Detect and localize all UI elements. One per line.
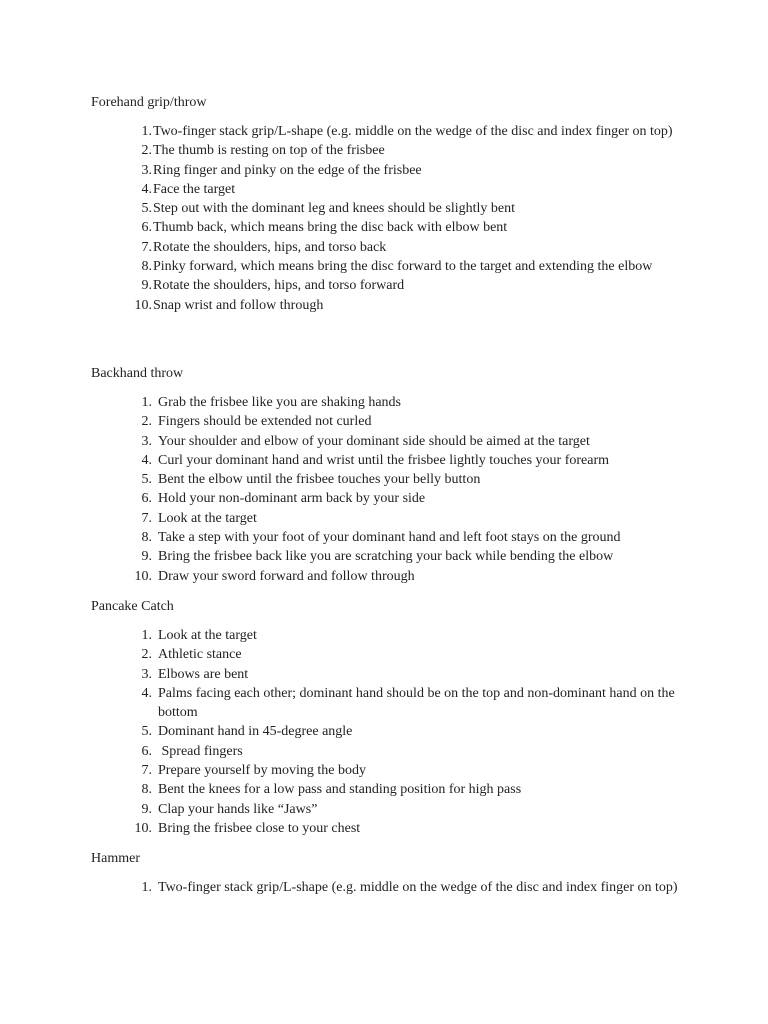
list-item: 3. Elbows are bent bbox=[141, 666, 249, 682]
list-item: 5. Bent the elbow until the frisbee touches your belly button bbox=[141, 472, 481, 488]
list-item: 7. Look at the target bbox=[141, 510, 257, 526]
list-item: 2. Athletic stance bbox=[141, 647, 242, 663]
list-item: 1. Grab the frisbee like you are shaking hands bbox=[141, 395, 401, 410]
list-item: 5. Step out with the dominant leg and knees should be slightly bent bbox=[141, 201, 516, 217]
list-item: 1. Look at the target bbox=[141, 628, 257, 643]
list-item: 3. Ring finger and pinky on the edge of the frisbee bbox=[141, 162, 422, 178]
list-item: 4. Face the target bbox=[141, 181, 236, 197]
list-item: 5. Dominant hand in 45-degree angle bbox=[141, 724, 353, 740]
list-item: 9. Clap your hands like “Jaws” bbox=[141, 801, 318, 817]
section-heading-forehand: Forehand grip/throw bbox=[91, 95, 207, 110]
list-item: 7. Prepare yourself by moving the body bbox=[141, 763, 367, 779]
list-item: 4. Palms facing each other; dominant hand should be on the top and non-dominant hand on the bottom bbox=[141, 685, 675, 721]
section-heading-backhand: Backhand throw bbox=[91, 366, 184, 381]
hammer-steps-list bbox=[122, 878, 682, 897]
list-item: 6. Hold your non-dominant arm back by your side bbox=[141, 491, 426, 507]
list-item: 6. Thumb back, which means bring the disc back with elbow bent bbox=[141, 220, 508, 236]
list-item: 4. Curl your dominant hand and wrist until the frisbee lightly touches your forearm bbox=[141, 452, 610, 468]
list-item: 9. Rotate the shoulders, hips, and torso forward bbox=[141, 278, 405, 294]
list-item: 6. Spread fingers bbox=[141, 743, 243, 759]
list-item: 2. Fingers should be extended not curled bbox=[141, 414, 372, 430]
list-item: 9. Bring the frisbee back like you are scratching your back while bending the elbow bbox=[141, 549, 614, 565]
section-heading-hammer: Hammer bbox=[91, 851, 140, 866]
list-item: 8. Take a step with your foot of your dominant hand and left foot stays on the ground bbox=[141, 530, 621, 546]
list-item: 2. The thumb is resting on top of the frisbee bbox=[141, 143, 385, 159]
list-item: 1. Two-finger stack grip/L-shape (e.g. middle on the wedge of the disc and index finger on top) bbox=[141, 880, 678, 895]
pancake-catch-steps-list bbox=[122, 626, 682, 838]
list-item: 10. Draw your sword forward and follow through bbox=[134, 568, 415, 584]
backhand-steps-list bbox=[122, 393, 682, 586]
list-item: 10. Bring the frisbee close to your chest bbox=[134, 820, 361, 836]
section-heading-pancake-catch: Pancake Catch bbox=[91, 599, 174, 614]
list-item: 10. Snap wrist and follow through bbox=[134, 297, 324, 313]
forehand-steps-list bbox=[122, 122, 682, 315]
list-item: 3. Your shoulder and elbow of your dominant side should be aimed at the target bbox=[141, 433, 590, 449]
list-item: 1. Two-finger stack grip/L-shape (e.g. middle on the wedge of the disc and index finger on top) bbox=[141, 124, 673, 139]
list-item: 8. Bent the knees for a low pass and standing position for high pass bbox=[141, 782, 522, 798]
list-item: 7. Rotate the shoulders, hips, and torso back bbox=[141, 239, 387, 255]
list-item: 8. Pinky forward, which means bring the disc forward to the target and extending the elbow bbox=[141, 259, 653, 275]
